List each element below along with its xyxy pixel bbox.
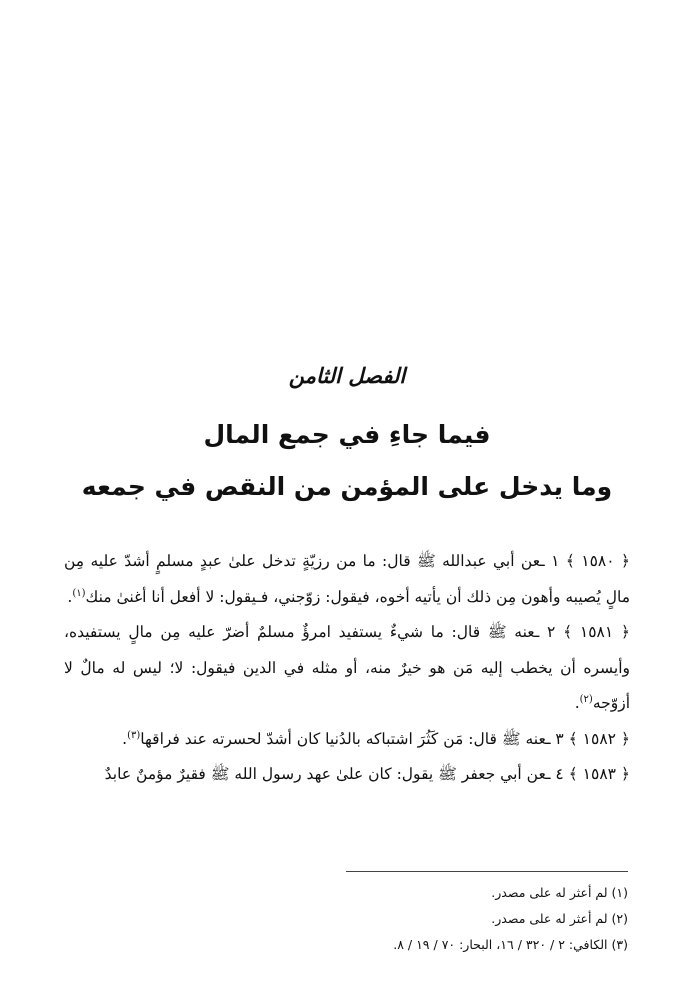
hadith-text: عن أبي عبدالله ﷺ قال: ما من رزيّةٍ تدخل علىٰ عبدٍ مسلمٍ أشدّ عليه مِن مالٍ يُصيبه وأهون مِن ذلك أن يأتيه أخوه، فيقول: زوّجني، فـيقول: لا أفعل أنا أغنىٰ منك bbox=[64, 552, 630, 606]
footnote-marker: (٢) bbox=[579, 693, 593, 705]
chapter-title-line-2: وما يدخل على المؤمن من النقص في جمعه bbox=[81, 472, 613, 501]
chapter-title-line-1: فيما جاءِ في جمع المال bbox=[203, 420, 491, 449]
footnotes bbox=[68, 880, 628, 958]
hadith-end: . bbox=[122, 729, 128, 748]
hadith-text: عنه ﷺ قال: ما شيءٌ يستفيد امرؤٌ مسلمٌ أضرّ عليه مِن مالٍ يستفيده، وأيسره أن يخطب إليه مَن هو خيرٌ منه، أو مثله في الدين فيقول: لا؛ ليس له مالٌ لا أزوّجه bbox=[64, 623, 630, 712]
hadith-end: . bbox=[67, 587, 73, 606]
footnote-marker: (٣) bbox=[127, 729, 141, 741]
footnote-2: (٢) لم أعثر له على مصدر. bbox=[491, 911, 628, 926]
footnote-divider bbox=[346, 871, 628, 872]
hadith-number: ﴿ ١٥٨١ ﴾ ٢ ـ bbox=[534, 623, 631, 641]
hadith-number: ﴿ ١٥٨٠ ﴾ ١ ـ bbox=[540, 552, 631, 570]
hadith-1582 bbox=[64, 722, 630, 758]
hadith-number: ﴿ ١٥٨٣ ﴾ ٤ ـ bbox=[545, 765, 630, 783]
hadith-end: . bbox=[574, 694, 580, 712]
hadith-1583 bbox=[64, 757, 630, 793]
hadith-1580 bbox=[64, 544, 630, 615]
hadith-body bbox=[64, 544, 630, 793]
hadith-number: ﴿ ١٥٨٢ ﴾ ٣ ـ bbox=[545, 729, 630, 748]
hadith-text: عن أبي جعفر ﷺ يقول: كان علىٰ عهد رسول الله ﷺ فقيرٌ مؤمنٌ عابدٌ bbox=[104, 765, 546, 783]
hadith-text: عنه ﷺ قال: مَن كَثُرَ اشتباكه بالدُنيا كان أشدّ لحسرته عند فراقها bbox=[140, 729, 546, 748]
footnote-3: (٣) الكافي: ٢ / ٣٢٠ / ١٦، البحار: ٧٠ / ١٩ / ٨. bbox=[393, 937, 628, 952]
chapter-label: الفصل الثامن bbox=[288, 364, 406, 388]
footnote-1: (١) لم أعثر له على مصدر. bbox=[491, 885, 628, 900]
hadith-1581 bbox=[64, 615, 630, 722]
footnote-marker: (١) bbox=[72, 587, 86, 599]
